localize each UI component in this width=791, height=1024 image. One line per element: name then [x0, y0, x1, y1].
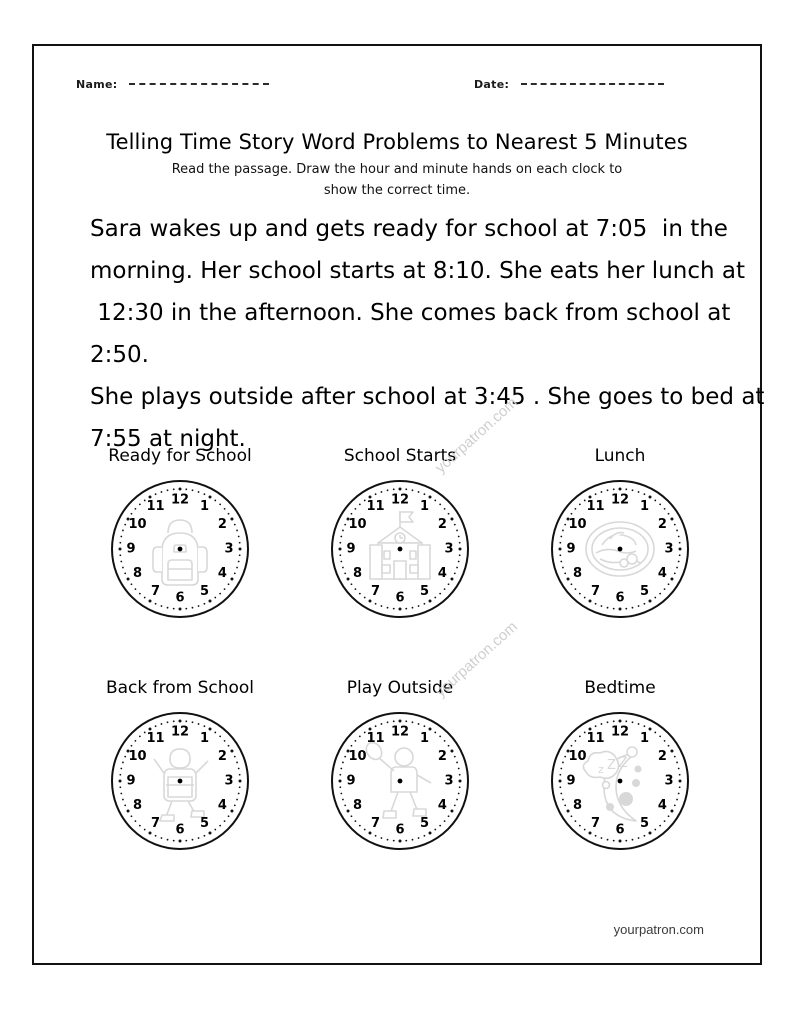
- svg-text:11: 11: [146, 731, 165, 747]
- svg-text:1: 1: [199, 499, 210, 515]
- site-footer: yourpatron.com: [613, 922, 704, 937]
- svg-text:9: 9: [566, 773, 576, 789]
- svg-text:Z: Z: [607, 758, 616, 773]
- date-field[interactable]: [474, 78, 664, 91]
- svg-text:12: 12: [170, 724, 190, 740]
- clock-item-school-starts[interactable]: [290, 446, 510, 678]
- svg-text:8: 8: [133, 566, 143, 581]
- clock-item-lunch[interactable]: [510, 446, 730, 678]
- svg-text:9: 9: [346, 773, 356, 789]
- title-block: [34, 130, 760, 202]
- passage-line: 12:30 in the afternoon. She comes back from school at: [90, 300, 731, 326]
- svg-text:4: 4: [657, 798, 667, 813]
- svg-text:7: 7: [150, 815, 161, 831]
- clock-item-bedtime[interactable]: [510, 678, 730, 910]
- svg-text:1: 1: [419, 499, 430, 515]
- svg-text:9: 9: [126, 773, 136, 789]
- svg-text:10: 10: [128, 749, 147, 764]
- svg-text:11: 11: [366, 499, 385, 515]
- svg-text:7: 7: [370, 583, 381, 599]
- svg-text:12: 12: [170, 492, 190, 508]
- svg-text:12: 12: [390, 492, 410, 508]
- instructions-line-2: show the correct time.: [323, 182, 471, 198]
- clock-face[interactable]: [109, 710, 251, 852]
- svg-text:8: 8: [573, 566, 583, 581]
- svg-text:4: 4: [657, 566, 667, 581]
- clock-face[interactable]: [549, 710, 691, 852]
- svg-text:6: 6: [175, 590, 185, 606]
- svg-text:6: 6: [175, 822, 185, 838]
- svg-text:6: 6: [395, 590, 405, 606]
- svg-text:12: 12: [610, 724, 630, 740]
- clock-face[interactable]: [549, 478, 691, 620]
- svg-text:12: 12: [610, 492, 630, 508]
- clock-item-play-outside[interactable]: [290, 678, 510, 910]
- watermark: yourpatron.com: [432, 618, 521, 701]
- clock-face[interactable]: [109, 478, 251, 620]
- name-field[interactable]: [76, 78, 269, 91]
- story-passage: [90, 208, 765, 460]
- svg-text:1: 1: [639, 731, 650, 747]
- clock-face[interactable]: [329, 710, 471, 852]
- svg-text:1: 1: [199, 731, 210, 747]
- clock-grid: [70, 446, 730, 910]
- svg-text:10: 10: [568, 749, 587, 764]
- svg-text:9: 9: [126, 541, 136, 557]
- svg-text:10: 10: [568, 517, 587, 532]
- svg-text:8: 8: [573, 798, 583, 813]
- clock-caption: Ready for School: [108, 446, 252, 466]
- instructions-line-1: Read the passage. Draw the hour and minute hands on each clock to: [171, 162, 623, 178]
- svg-text:9: 9: [566, 541, 576, 557]
- clock-item-back-from-school[interactable]: [70, 678, 290, 910]
- passage-line: 2:50.: [90, 342, 149, 368]
- passage-line: She plays outside after school at 3:45 . She goes to bed at: [90, 384, 765, 410]
- svg-text:3: 3: [444, 773, 454, 789]
- svg-text:11: 11: [586, 731, 605, 747]
- svg-text:3: 3: [664, 773, 674, 789]
- clock-caption: Lunch: [594, 446, 646, 466]
- svg-text:4: 4: [437, 798, 447, 813]
- svg-text:5: 5: [419, 583, 430, 599]
- student-info-row: [34, 78, 760, 104]
- svg-text:11: 11: [586, 499, 605, 515]
- svg-text:5: 5: [199, 583, 210, 599]
- clock-item-ready-for-school[interactable]: [70, 446, 290, 678]
- date-label: Date:: [474, 78, 510, 91]
- svg-text:3: 3: [224, 773, 234, 789]
- svg-text:2: 2: [657, 749, 667, 764]
- svg-text:7: 7: [590, 815, 601, 831]
- svg-text:10: 10: [128, 517, 147, 532]
- svg-text:10: 10: [348, 749, 367, 764]
- clock-caption: Play Outside: [346, 678, 454, 698]
- worksheet-page-border: [32, 44, 765, 965]
- svg-text:6: 6: [395, 822, 405, 838]
- passage-line: 7:55 at night.: [90, 426, 246, 452]
- svg-text:8: 8: [133, 798, 143, 813]
- svg-text:2: 2: [437, 517, 447, 532]
- page-title: Telling Time Story Word Problems to Nearest 5 Minutes: [106, 130, 688, 154]
- svg-text:10: 10: [348, 517, 367, 532]
- clock-caption: School Starts: [343, 446, 457, 466]
- svg-text:2: 2: [657, 517, 667, 532]
- svg-text:1: 1: [639, 499, 650, 515]
- svg-text:2: 2: [437, 749, 447, 764]
- svg-text:2: 2: [217, 749, 227, 764]
- svg-text:6: 6: [615, 590, 625, 606]
- clock-caption: Bedtime: [584, 678, 656, 698]
- date-write-line[interactable]: [521, 83, 664, 85]
- watermark: yourpatron.com: [432, 394, 521, 477]
- name-label: Name:: [76, 78, 118, 91]
- svg-text:3: 3: [224, 541, 234, 557]
- svg-text:4: 4: [217, 798, 227, 813]
- name-write-line[interactable]: [129, 83, 269, 85]
- svg-text:Z: Z: [618, 755, 628, 771]
- svg-text:8: 8: [353, 798, 363, 813]
- svg-text:z: z: [598, 763, 604, 776]
- clock-row-1: [70, 446, 730, 678]
- svg-text:4: 4: [437, 566, 447, 581]
- clock-row-2: [70, 678, 730, 910]
- svg-text:2: 2: [217, 517, 227, 532]
- svg-text:9: 9: [346, 541, 356, 557]
- svg-text:11: 11: [146, 499, 165, 515]
- svg-text:11: 11: [366, 731, 385, 747]
- svg-text:3: 3: [444, 541, 454, 557]
- svg-text:7: 7: [370, 815, 381, 831]
- svg-text:1: 1: [419, 731, 430, 747]
- clock-face[interactable]: [329, 478, 471, 620]
- clock-caption: Back from School: [105, 678, 255, 698]
- svg-text:5: 5: [639, 583, 650, 599]
- svg-text:4: 4: [217, 566, 227, 581]
- svg-text:6: 6: [615, 822, 625, 838]
- svg-text:3: 3: [664, 541, 674, 557]
- passage-line: Sara wakes up and gets ready for school at 7:05 in the: [90, 216, 728, 242]
- svg-text:5: 5: [419, 815, 430, 831]
- svg-text:12: 12: [390, 724, 410, 740]
- svg-text:5: 5: [199, 815, 210, 831]
- svg-text:8: 8: [353, 566, 363, 581]
- svg-text:5: 5: [639, 815, 650, 831]
- passage-line: morning. Her school starts at 8:10. She eats her lunch at: [90, 258, 745, 284]
- svg-text:7: 7: [150, 583, 161, 599]
- svg-text:7: 7: [590, 583, 601, 599]
